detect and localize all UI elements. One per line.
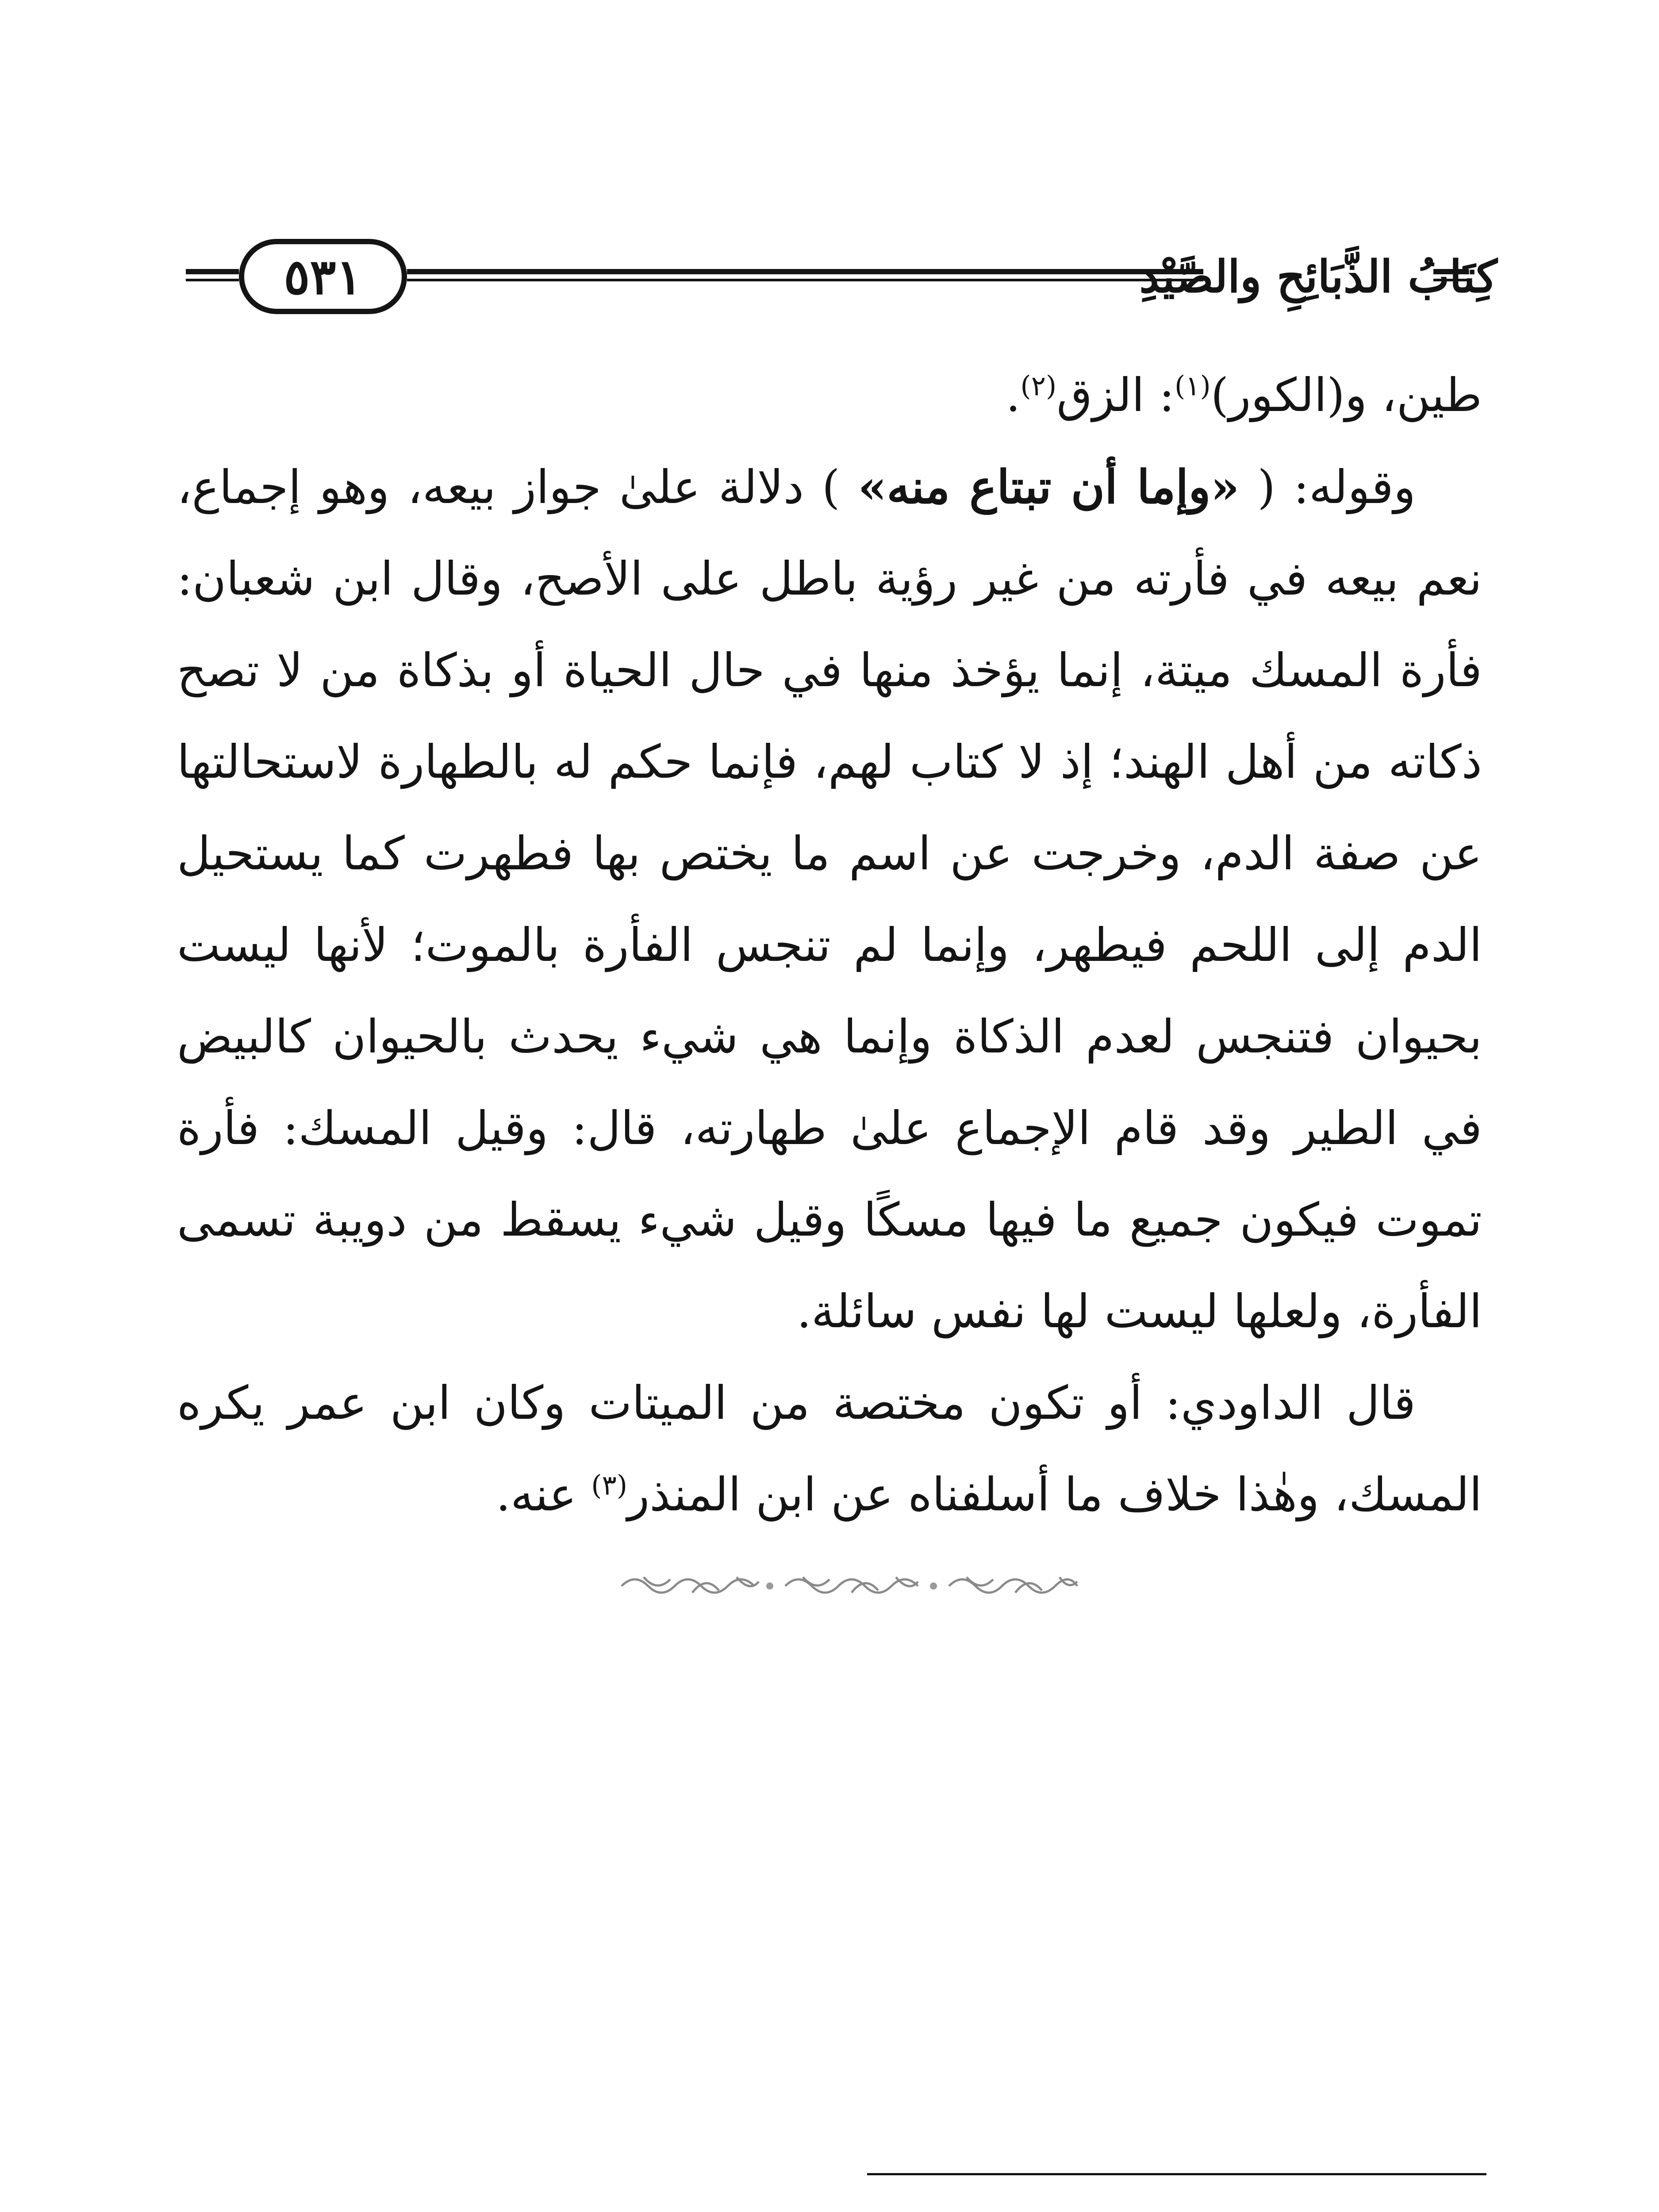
running-title: كِتَابُ الذَّبَائِحِ والصَّيْدِ [1139,250,1498,303]
header-rule-middle [407,269,1203,281]
paragraph-2-text: ) دلالة علىٰ جواز بيعه، وهو إجماع، نعم بيعه في فأرته من غير رؤية باطل على الأصح، وقال ابن شعبان: فأرة المسك ميتة، إنما يؤخذ منها في حال الحياة أو بذكاة من لا تصح ذكاته من أهل الهند؛ إذ لا كتاب لهم، فإنما حكم له بالطهارة لاستحالتها عن صفة الدم، وخرجت عن اسم ما يختص بها فطهرت كما يستحيل الدم إلى اللحم فيطهر، وإنما لم تنجس الفأرة بالموت؛ لأنها ليست بحيوان فتنجس لعدم الذكاة وإنما هي شيء يحدث بالحيوان كالبيض في الطير وقد قام الإجماع علىٰ طهارته، قال: وقيل المسك: فأرة تموت فيكون جميع ما فيها مسكًا وقيل شيء يسقط من دويبة تسمى الفأرة، ولعلها ليست لها نفس سائلة. [177,460,1482,1338]
paragraph-1-text-c: . [1006,368,1021,422]
paragraph-3-text-a: قال الداودي: أو تكون مختصة من الميتات وكان ابن عمر يكره المسك، وهٰذا خلاف ما أسلفناه عن ابن المنذر [177,1376,1482,1521]
paragraph-3 [177,1357,1482,1540]
header-rule-left [186,269,239,281]
paragraph-1-text-a: طين، و(الكور) [1210,368,1482,422]
paragraph-3-text-b: عنه. [495,1467,591,1521]
footnotes [867,2203,1486,2212]
paragraph-1 [177,349,1482,441]
section-ornament-icon [617,1568,1082,1599]
footnote-ref-1[interactable]: (١) [1174,369,1211,402]
footnote-number [1411,2203,1486,2212]
footnote-1 [867,2203,1486,2212]
hadith-quote: «وإما أن تبتاع منه» [858,460,1240,514]
header-rule-right [1433,269,1469,281]
page-number: ٥٣١ [239,239,407,314]
paragraph-2-lead: وقوله: ( [1239,460,1416,514]
main-text [177,349,1482,1540]
footnote-separator [867,2173,1486,2175]
page-header [186,239,1498,314]
footnote-ref-3[interactable]: (٣) [591,1469,628,1502]
paragraph-1-text-b: : الزق [1056,368,1175,422]
paragraph-2 [177,441,1482,1357]
footnote-ref-2[interactable]: (٢) [1020,369,1057,402]
